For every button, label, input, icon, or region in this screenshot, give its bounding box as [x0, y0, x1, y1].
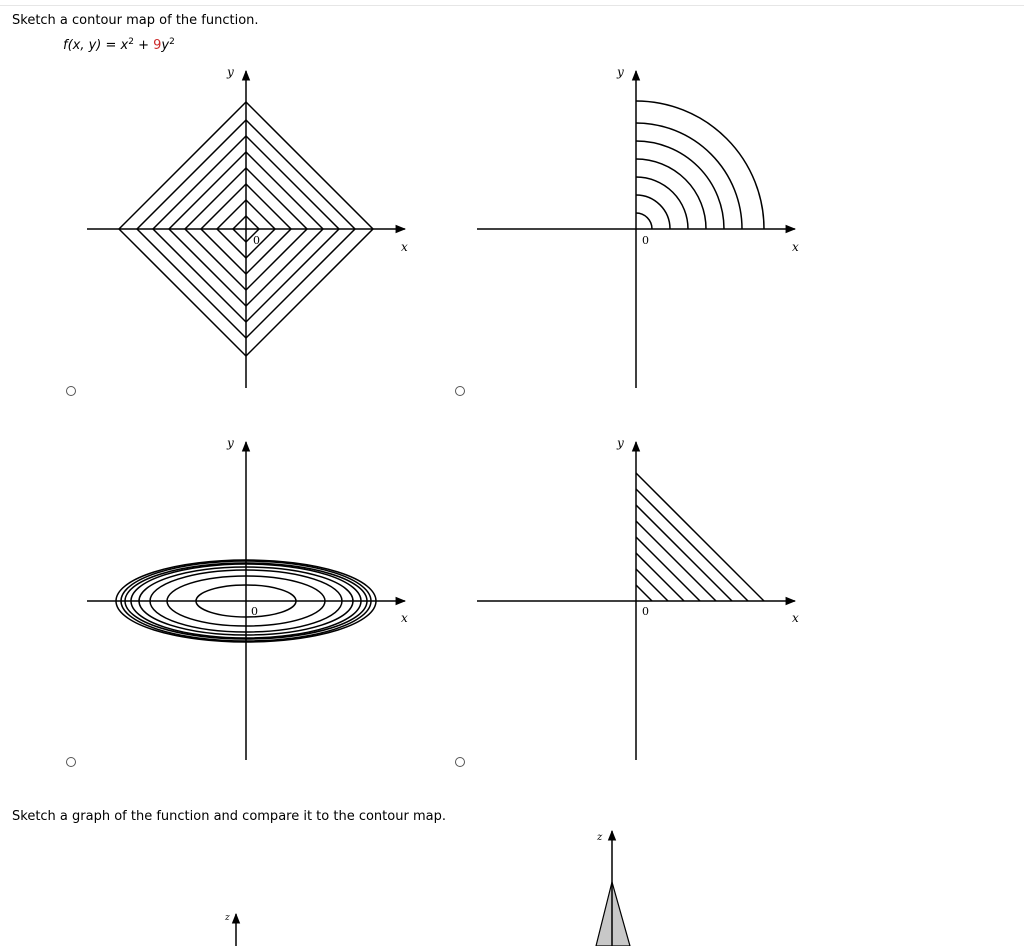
- quarter-circle-contour: [636, 177, 688, 229]
- question-prompt: Sketch a contour map of the function.: [12, 13, 259, 28]
- origin-label: 0: [642, 605, 649, 618]
- question2-prompt: Sketch a graph of the function and compare it to the contour map.: [12, 809, 446, 824]
- quarter-circle-contour: [636, 101, 764, 229]
- origin-label: 0: [642, 234, 649, 247]
- diagonal-contour: [636, 505, 732, 601]
- cone-surface: [596, 882, 630, 946]
- surface-graph-left: [224, 913, 236, 946]
- z-axis-label: z: [225, 913, 230, 923]
- diagonal-contour: [636, 521, 716, 601]
- option-diamond-radio[interactable]: [66, 386, 76, 396]
- quarter-circle-contours: [636, 101, 764, 229]
- y-axis-label: y: [617, 65, 624, 79]
- origin-label: 0: [253, 234, 260, 247]
- diagonal-contour: [636, 585, 652, 601]
- option-ellipses-graph: [87, 436, 408, 760]
- option-diamond-graph: [87, 65, 408, 388]
- quarter-circle-contour: [636, 213, 652, 229]
- y-axis-label: y: [227, 436, 234, 450]
- x-axis-label: x: [792, 611, 799, 625]
- origin-label: 0: [251, 605, 258, 618]
- surface-graph-right: [596, 831, 630, 946]
- function-formula: f(x, $y) = x^2 + 9y^2$: [63, 37, 175, 53]
- diagonal-contour: [636, 489, 748, 601]
- coefficient: 9: [153, 38, 162, 53]
- x-axis-label: x: [401, 611, 408, 625]
- x-axis-label: x: [401, 240, 408, 254]
- option-diagonal-lines-radio[interactable]: [455, 757, 465, 767]
- diagonal-contour: [636, 473, 764, 601]
- diagonal-contour: [636, 537, 700, 601]
- z-axis-label: z: [597, 832, 603, 843]
- y-axis-label: y: [227, 65, 234, 79]
- quarter-circle-contour: [636, 159, 706, 229]
- option-quarter-circles-graph: [477, 65, 799, 388]
- x-axis-label: x: [792, 240, 799, 254]
- option-ellipses-radio[interactable]: [66, 757, 76, 767]
- diagonal-contours: [636, 473, 764, 601]
- quarter-circle-contour: [636, 195, 670, 229]
- y-axis-label: y: [617, 436, 624, 450]
- diagonal-contour: [636, 569, 668, 601]
- option-diagonal-lines-graph: [477, 436, 799, 760]
- option-quarter-circles-radio[interactable]: [455, 386, 465, 396]
